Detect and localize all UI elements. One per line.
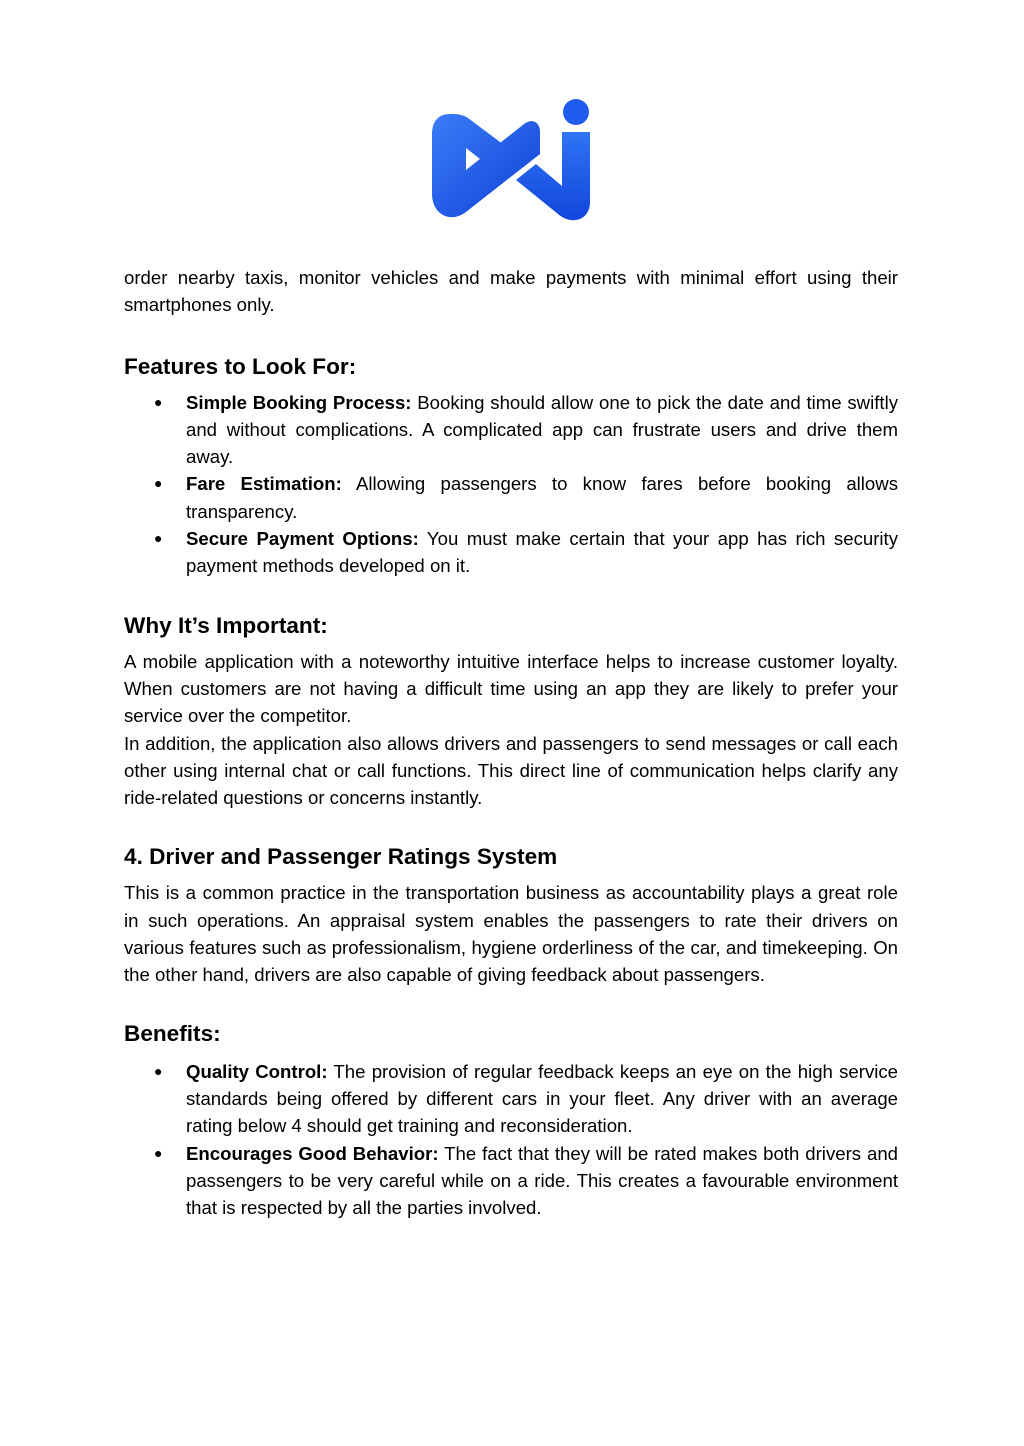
benefits-list	[124, 1058, 898, 1222]
list-item-text: The provision of regular feedback keeps an eye on the high service standards being offered by different cars in your fleet. Any driver with an average rating below 4 should get training and reconsideration.	[186, 1060, 899, 1137]
list-item-text: The fact that they will be rated makes both drivers and passengers to be very careful while on a ride. This creates a favourable environment that is respected by all the parties involved.	[186, 1142, 898, 1219]
list-item-term: Quality Control:	[186, 1060, 328, 1082]
list-item	[124, 1058, 898, 1140]
why-paragraph-1: A mobile application with a noteworthy intuitive interface helps to increase customer loyalty. When customers are not having a difficult time using an app they are likely to prefer your service over the competitor.	[124, 650, 898, 727]
list-item-term: Encourages Good Behavior:	[186, 1142, 439, 1164]
ratings-paragraph: This is a common practice in the transportation business as accountability plays a great role in such operations. An appraisal system enables the passengers to rate their drivers on various features such as professionalism, hygiene orderliness of the car, and timekeeping. On the other hand, drivers are also capable of giving feedback about passengers.	[124, 882, 898, 986]
list-item-text: Booking should allow one to pick the date and time swiftly and without complications. A complicated app can frustrate users and drive them away.	[186, 391, 898, 468]
bullet-icon: ●	[154, 393, 163, 410]
list-item-text: You must make certain that your app has rich security payment methods developed on it.	[186, 528, 898, 577]
list-item	[124, 389, 898, 471]
list-item-term: Simple Booking Process:	[186, 391, 412, 413]
benefits-heading: Benefits:	[124, 1020, 221, 1046]
document-body	[124, 264, 898, 1221]
why-paragraph-2: In addition, the application also allows drivers and passengers to send messages or call each other using internal chat or call functions. This direct line of communication helps clarify any ride-related questions or concerns instantly.	[124, 732, 898, 809]
list-item-text: Allowing passengers to know fares before booking allows transparency.	[186, 473, 898, 522]
ratings-heading: 4. Driver and Passenger Ratings System	[124, 844, 558, 870]
features-list	[124, 389, 898, 580]
why-heading: Why It’s Important:	[124, 612, 328, 638]
logo-left-shape	[432, 114, 540, 217]
logo-dot	[563, 99, 589, 125]
list-item	[124, 1140, 898, 1222]
intro-paragraph: order nearby taxis, monitor vehicles and make payments with minimal effort using their smartphones only.	[124, 267, 898, 316]
brand-logo	[428, 98, 594, 224]
bullet-icon: ●	[154, 530, 163, 547]
list-item	[124, 470, 898, 525]
features-heading: Features to Look For:	[124, 353, 357, 379]
list-item-term: Secure Payment Options:	[186, 528, 419, 550]
bullet-icon: ●	[154, 475, 163, 492]
list-item	[124, 525, 898, 580]
bullet-icon: ●	[154, 1144, 163, 1161]
list-item-term: Fare Estimation:	[186, 473, 342, 495]
bullet-icon: ●	[154, 1062, 163, 1079]
